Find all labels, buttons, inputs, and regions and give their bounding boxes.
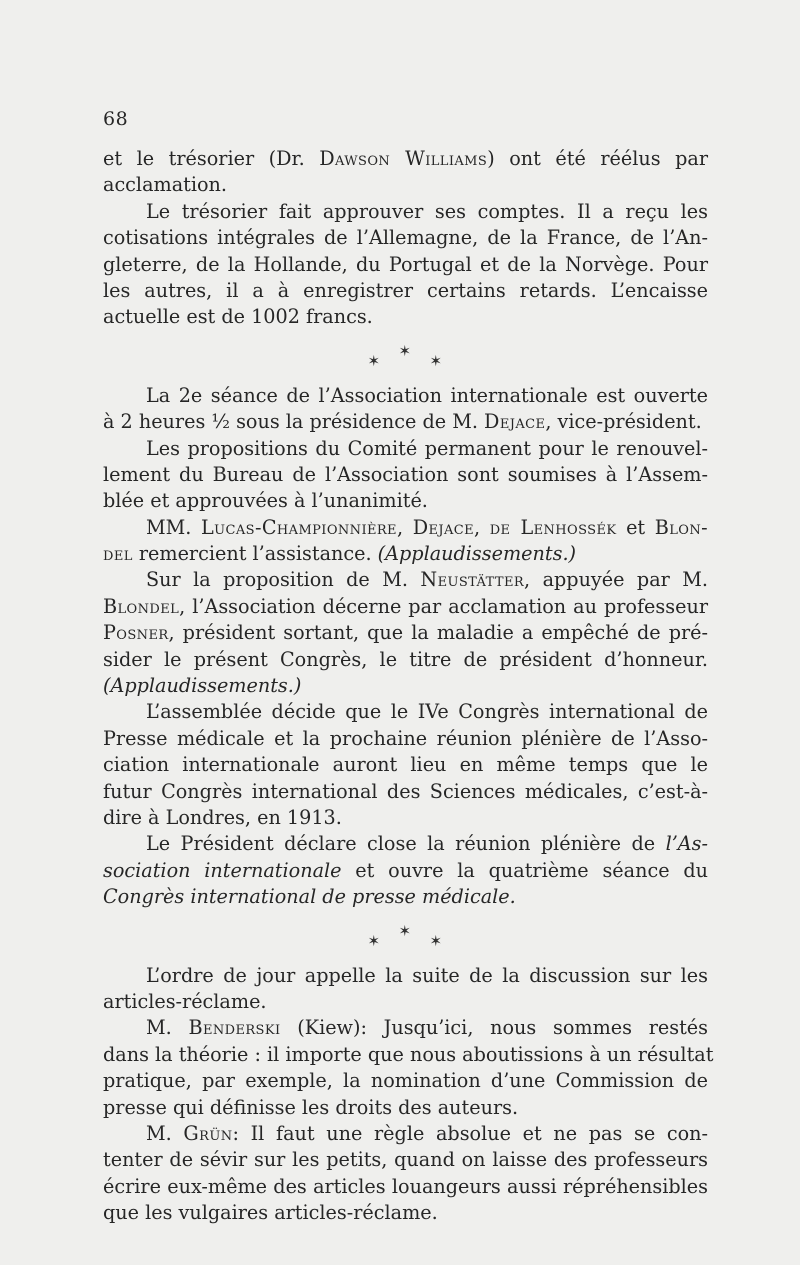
- asterism-separator: [103, 911, 708, 963]
- text-run: M.: [146, 1016, 189, 1040]
- text-line: [103, 831, 708, 857]
- text-line: [103, 1147, 708, 1173]
- text-run: Les propositions du Comité permanent pour le renouvel-: [146, 436, 708, 460]
- text-run: pratique, par exemple, la nomination d’une Commission de: [103, 1069, 708, 1093]
- text-line: [103, 1174, 708, 1200]
- text-line: [103, 225, 708, 251]
- asterism-separator: [103, 331, 708, 383]
- text-line: [103, 1200, 708, 1226]
- text-run: L’ordre de jour appelle la suite de la discussion sur les: [146, 963, 708, 987]
- text-line: [103, 1042, 714, 1068]
- text-run: lement du Bureau de l’Association sont soumises à l’Assem-: [103, 462, 708, 486]
- text-line: [103, 1068, 708, 1094]
- text-line: [103, 1121, 708, 1147]
- text-run: MM.: [146, 515, 202, 539]
- text-run: ,: [474, 515, 490, 539]
- text-run: (Kiew): Jusqu’ici, nous sommes restés: [280, 1016, 708, 1040]
- text-line: [103, 884, 708, 910]
- text-line: [103, 515, 708, 541]
- italic-text: sociation internationale: [103, 858, 342, 882]
- text-line: [103, 488, 708, 514]
- paragraph: [103, 831, 708, 910]
- text-line: [103, 409, 708, 435]
- asterism-icon: ✶ ✶ ✶: [367, 341, 443, 370]
- person-name: Blon-: [654, 515, 709, 539]
- paragraph: [103, 436, 708, 515]
- text-line: [103, 304, 708, 330]
- paragraph: [103, 567, 708, 699]
- text-line: [103, 726, 708, 752]
- text-line: [103, 199, 708, 225]
- paragraph: [103, 146, 708, 199]
- text-run: sider le présent Congrès, le titre de président d’honneur.: [103, 647, 708, 671]
- text-run: , l’Association décerne par acclamation au professeur: [179, 594, 708, 618]
- text-line: [103, 779, 708, 805]
- person-name: Benderski: [188, 1016, 281, 1040]
- text-run: écrire eux-même des articles louangeurs aussi répréhensibles: [103, 1174, 708, 1198]
- text-run: , président sortant, que la maladie a empêché de pré-: [168, 621, 708, 645]
- text-run: futur Congrès international des Sciences médicales, c’est-à-: [103, 779, 708, 803]
- text-run: blée et approuvées à l’unanimité.: [103, 489, 428, 513]
- text-run: et ouvre la quatrième séance du: [341, 858, 708, 882]
- text-line: [103, 963, 708, 989]
- body-text: [103, 146, 714, 1226]
- paragraph: [103, 699, 708, 831]
- text-run: : Il faut une règle absolue et ne pas se con-: [232, 1121, 708, 1145]
- text-run: à 2 heures ½ sous la présidence de M.: [103, 410, 485, 434]
- person-name: Dawson Williams: [319, 147, 488, 170]
- text-line: [103, 673, 708, 699]
- person-name: Dejace: [484, 410, 546, 434]
- text-run: actuelle est de 1002 francs.: [103, 305, 373, 329]
- text-run: tenter de sévir sur les petits, quand on laisse des professeurs: [103, 1148, 708, 1172]
- text-line: [103, 594, 708, 620]
- text-line: [103, 699, 708, 725]
- text-run: les autres, il a à enregistrer certains retards. L’encaisse: [103, 278, 708, 302]
- person-name: Blondel: [103, 594, 180, 618]
- italic-text: (Applaudissements.): [377, 542, 577, 566]
- paragraph: [103, 1015, 714, 1121]
- text-run: que les vulgaires articles-réclame.: [103, 1201, 438, 1225]
- person-name: de Lenhossék: [489, 515, 617, 539]
- text-run: et: [616, 515, 655, 539]
- text-line: [103, 620, 708, 646]
- text-run: dire à Londres, en 1913.: [103, 805, 342, 829]
- text-run: gleterre, de la Hollande, du Portugal et de la Norvège. Pour: [103, 252, 708, 276]
- text-run: Sur la proposition de M.: [146, 568, 421, 592]
- text-line: [103, 541, 708, 567]
- text-line: [103, 752, 708, 778]
- text-run: acclamation.: [103, 173, 227, 197]
- text-line: [103, 436, 708, 462]
- paragraph: [103, 199, 708, 331]
- text-line: [103, 146, 708, 172]
- text-line: [103, 1015, 708, 1041]
- paragraph: [103, 963, 708, 1016]
- person-name: Dejace: [412, 515, 474, 539]
- text-run: articles-réclame.: [103, 989, 267, 1013]
- text-line: [103, 989, 708, 1015]
- text-run: Le trésorier fait approuver ses comptes. Il a reçu les: [146, 199, 708, 223]
- asterism-icon: ✶ ✶ ✶: [367, 921, 443, 950]
- text-run: ciation internationale auront lieu en même temps que le: [103, 753, 708, 777]
- text-run: remercient l’assistance.: [132, 542, 378, 566]
- text-run: dans la théorie : il importe que nous aboutissions à un résultat: [103, 1042, 714, 1066]
- text-line: [103, 567, 708, 593]
- text-line: [103, 647, 708, 673]
- text-line: [103, 252, 708, 278]
- text-run: presse qui définisse les droits des auteurs.: [103, 1095, 519, 1119]
- text-run: ) ont été réélus par: [487, 147, 708, 170]
- paragraph: [103, 515, 708, 568]
- text-line: [103, 805, 708, 831]
- text-run: , appuyée par M.: [524, 568, 708, 592]
- text-run: La 2e séance de l’Association internationale est ouverte: [146, 383, 708, 407]
- text-run: L’assemblée décide que le IVe Congrès international de: [146, 700, 708, 724]
- text-line: [103, 1095, 708, 1121]
- text-line: [103, 278, 708, 304]
- page-number: 68: [103, 108, 129, 130]
- italic-text: (Applaudissements.): [103, 674, 302, 698]
- text-line: [103, 383, 708, 409]
- text-run: Le Président déclare close la réunion plénière de: [146, 832, 666, 856]
- text-run: ,: [396, 515, 413, 539]
- text-run: et le trésorier (Dr.: [103, 147, 320, 170]
- text-run: M.: [146, 1121, 184, 1145]
- person-name: Neustätter: [420, 568, 525, 592]
- text-run: cotisations intégrales de l’Allemagne, de la France, de l’An-: [103, 226, 708, 250]
- person-name: Lucas-Championnière: [201, 515, 397, 539]
- paragraph: [103, 383, 708, 436]
- text-run: Presse médicale et la prochaine réunion plénière de l’Asso-: [103, 726, 708, 750]
- italic-text: Congrès international de presse médicale.: [103, 885, 516, 909]
- text-line: [103, 858, 708, 884]
- person-name: Grün: [183, 1121, 233, 1145]
- person-name: del: [103, 542, 133, 566]
- paragraph: [103, 1121, 708, 1227]
- person-name: Posner: [103, 621, 169, 645]
- italic-text: l’As-: [665, 832, 708, 856]
- text-line: [103, 462, 708, 488]
- text-run: , vice-président.: [545, 410, 702, 434]
- text-line: [103, 172, 708, 198]
